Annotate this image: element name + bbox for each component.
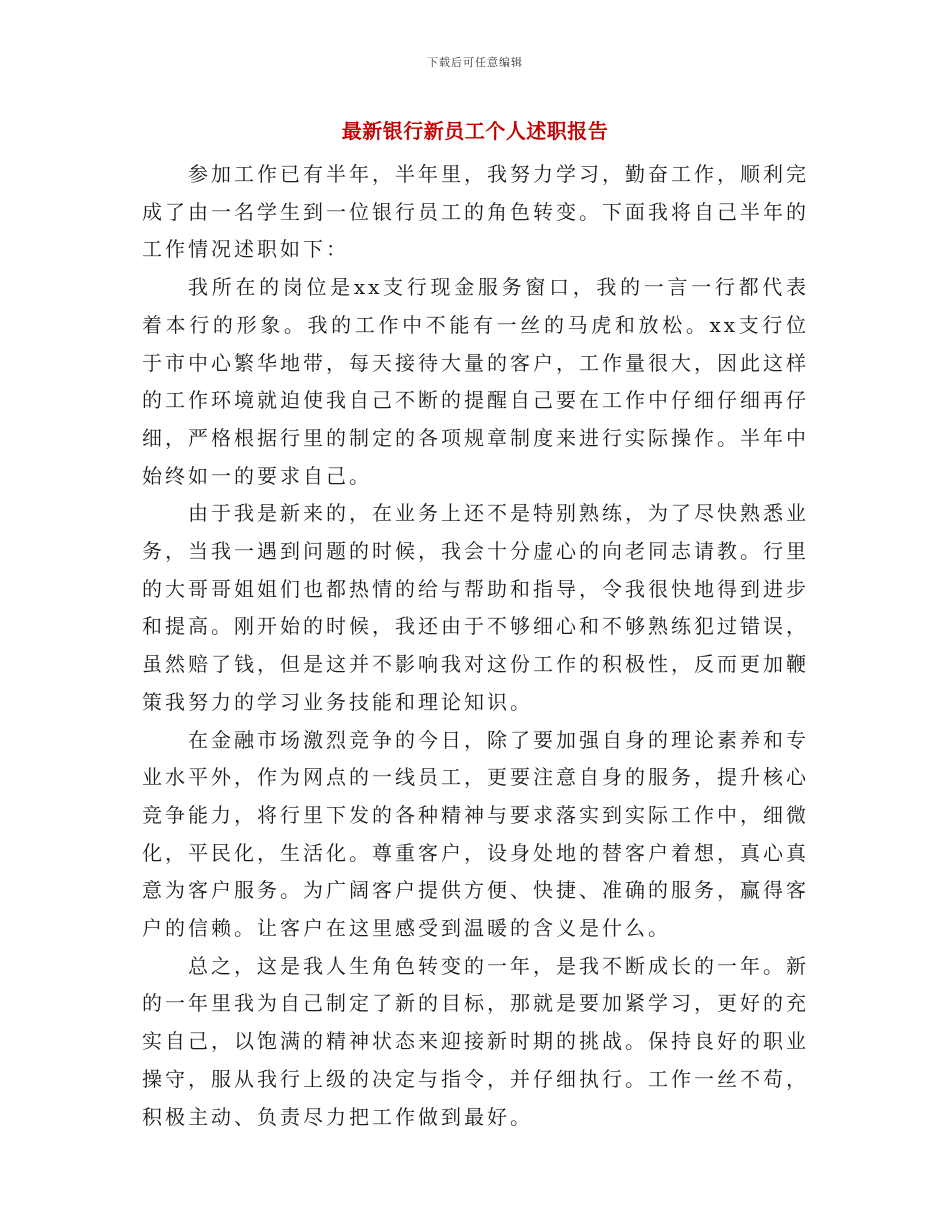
paragraph-1: 参加工作已有半年，半年里，我努力学习，勤奋工作，顺利完成了由一名学生到一位银行员工的角色转变。下面我将自己半年的工作情况述职如下： [142,162,809,262]
paragraph-5: 总之，这是我人生角色转变的一年，是我不断成长的一年。新的一年里我为自己制定了新的目标，那就是要加紧学习，更好的充实自己，以饱满的精神状态来迎接新时期的挑战。保持良好的职业操守，服从我行上级的决定与指令，并仔细执行。工作一丝不苟，积极主动、负责尽力把工作做到最好。 [142,953,809,1129]
header-note: 下载后可任意编辑 [427,56,523,69]
paragraph-3: 由于我是新来的，在业务上还不是特别熟练，为了尽快熟悉业务，当我一遇到问题的时候，我会十分虚心的向老同志请教。行里的大哥哥姐姐们也都热情的给与帮助和指导，令我很快地得到进步和提高。刚开始的时候，我还由于不够细心和不够熟练犯过错误，虽然赔了钱，但是这并不影响我对这份工作的积极性，反而更加鞭策我努力的学习业务技能和理论知识。 [142,501,809,714]
paragraph-2: 我所在的岗位是xx支行现金服务窗口，我的一言一行都代表着本行的形象。我的工作中不能有一丝的马虎和放松。xx支行位于市中心繁华地带，每天接待大量的客户，工作量很大，因此这样的工作环境就迫使我自己不断的提醒自己要在工作中仔细仔细再仔细，严格根据行里的制定的各项规章制度来进行实际操作。半年中始终如一的要求自己。 [142,275,809,488]
document-title: 最新银行新员工个人述职报告 [341,119,609,143]
paragraph-4: 在金融市场激烈竞争的今日，除了要加强自身的理论素养和专业水平外，作为网点的一线员工，更要注意自身的服务，提升核心竞争能力，将行里下发的各种精神与要求落实到实际工作中，细微化，平民化，生活化。尊重客户，设身处地的替客户着想，真心真意为客户服务。为广阔客户提供方便、快捷、准确的服务，赢得客户的信赖。让客户在这里感受到温暖的含义是什么。 [142,727,809,941]
document-body [142,156,809,1136]
